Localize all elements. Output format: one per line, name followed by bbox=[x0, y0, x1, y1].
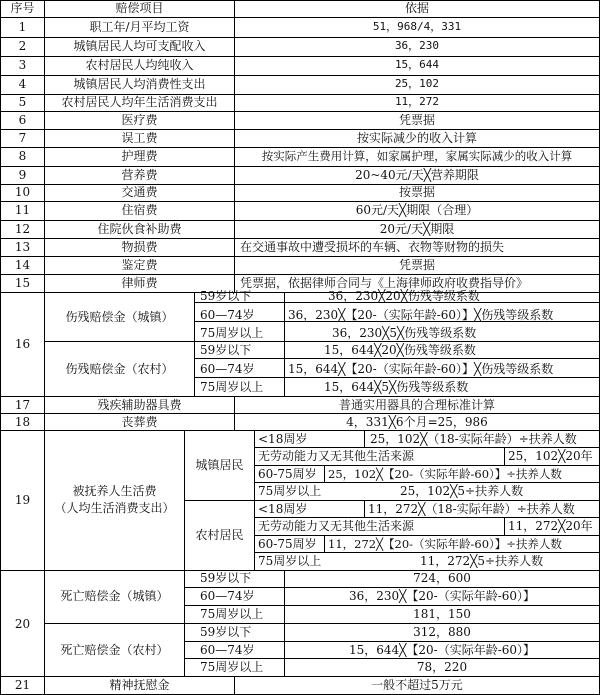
row-16-urban-age-3: 75周岁以上 bbox=[200, 326, 264, 340]
row-20-urban-age-3: 75周岁以上 bbox=[200, 607, 264, 621]
row-4-item: 城镇居民人均消费性支出 bbox=[73, 77, 206, 91]
row-20-urban-age-1: 59岁以下 bbox=[200, 571, 252, 585]
row-19-urban-formula-4: 25，102╳5÷扶养人数 bbox=[400, 484, 524, 498]
row-19-title: 被抚养人生活费 bbox=[72, 484, 157, 498]
row-3-seq: 3 bbox=[18, 58, 27, 72]
row-13-item: 物损费 bbox=[121, 240, 158, 254]
row-19-rural-cond-1: <18周岁 bbox=[258, 502, 308, 516]
row-20-rural-title: 死亡赔偿金（农村） bbox=[60, 643, 169, 657]
row-20-urban-value-1: 724，600 bbox=[413, 571, 471, 585]
row-3-basis: 15，644 bbox=[394, 58, 440, 71]
row-19-rural-cond-3: 60-75周岁 bbox=[258, 537, 317, 551]
row-19-rural-formula-3: 11，272╳【20-（实际年龄-60）】÷扶养人数 bbox=[328, 537, 562, 551]
row-20-seq: 20 bbox=[14, 617, 31, 631]
row-19-rural-formula-1: 11，272╳（18-实际年龄）÷扶养人数 bbox=[368, 502, 575, 516]
header-item: 赔偿项目 bbox=[115, 1, 164, 15]
row-7-seq: 7 bbox=[18, 131, 27, 145]
row-17-item: 残疾辅助器具费 bbox=[97, 398, 182, 412]
row-19-urban-cond-4: 75周岁以上 bbox=[258, 484, 322, 498]
row-20-rural-age-3: 75周岁以上 bbox=[200, 660, 264, 674]
row-20-rural-age-1: 59岁以下 bbox=[200, 625, 252, 639]
row-9-basis: 20~40元/天╳营养期限 bbox=[355, 168, 479, 182]
row-19-urban-cond-3: 60-75周岁 bbox=[258, 467, 317, 481]
row-16-seq: 16 bbox=[14, 337, 31, 351]
row-5-item: 农村居民人均年生活消费支出 bbox=[61, 95, 218, 109]
row-16-rural-age-2: 60—74岁 bbox=[200, 362, 255, 376]
row-18-basis: 4，331╳6个月=25，986 bbox=[346, 415, 488, 429]
row-16-rural-formula-1: 15，644╳20╳伤残等级系数 bbox=[324, 343, 476, 357]
row-14-item: 鉴定费 bbox=[121, 258, 158, 272]
header-seq: 序号 bbox=[10, 1, 35, 15]
row-19-rural-formula-4: 11，272╳5÷扶养人数 bbox=[420, 554, 544, 568]
row-16-rural-formula-2: 15，644╳【20-（实际年龄-60）】╳伤残等级系数 bbox=[288, 362, 554, 376]
row-7-item: 误工费 bbox=[121, 131, 158, 145]
row-16-urban-title: 伤残赔偿金（城镇） bbox=[65, 310, 174, 324]
header-basis: 依据 bbox=[404, 1, 429, 15]
row-2-basis: 36，230 bbox=[394, 39, 440, 52]
row-19-rural-cond-2: 无劳动能力又无其他生活来源 bbox=[258, 519, 415, 533]
row-17-seq: 17 bbox=[14, 398, 31, 412]
row-5-basis: 11，272 bbox=[394, 95, 440, 108]
row-19-urban-cond-1: <18周岁 bbox=[258, 432, 308, 446]
row-13-basis: 在交通事故中遭受损坏的车辆、衣物等财物的损失 bbox=[240, 240, 505, 254]
row-17-basis: 普通实用器具的合理标准计算 bbox=[338, 398, 495, 412]
row-20-rural-value-3: 78，220 bbox=[416, 660, 468, 674]
row-1-item: 职工年/月平均工资 bbox=[89, 20, 190, 34]
row-19-urban-formula-3: 25，102╳【20-（实际年龄-60）】÷扶养人数 bbox=[328, 467, 562, 481]
row-19-urban-formula-1: 25，102╳（18-实际年龄）÷扶养人数 bbox=[370, 432, 577, 446]
row-19-rural-cond-4: 75周岁以上 bbox=[258, 554, 322, 568]
row-2-seq: 2 bbox=[18, 39, 27, 53]
row-15-item: 律师费 bbox=[121, 276, 158, 290]
row-16-rural-age-3: 75周岁以上 bbox=[200, 380, 264, 394]
row-13-seq: 13 bbox=[14, 240, 31, 254]
row-20-rural-value-1: 312，880 bbox=[413, 625, 471, 639]
row-16-rural-age-1: 59岁以下 bbox=[200, 343, 252, 357]
row-16-rural-formula-3: 15，644╳5╳伤残等级系数 bbox=[324, 380, 469, 394]
row-12-seq: 12 bbox=[14, 222, 31, 236]
row-9-seq: 9 bbox=[18, 168, 27, 182]
row-11-seq: 11 bbox=[14, 203, 31, 217]
row-18-item: 丧葬费 bbox=[121, 415, 158, 429]
row-11-basis: 60元/天╳期限（合理） bbox=[355, 203, 479, 217]
row-3-item: 农村居民人均纯收入 bbox=[85, 58, 194, 72]
row-19-subtitle: （人均生活消费支出） bbox=[54, 501, 175, 515]
row-21-item: 精神抚慰金 bbox=[109, 678, 170, 692]
row-6-item: 医疗费 bbox=[121, 113, 158, 127]
row-19-urban-title: 城镇居民 bbox=[195, 458, 244, 472]
row-14-basis: 凭票据 bbox=[398, 258, 435, 272]
row-6-seq: 6 bbox=[18, 113, 27, 127]
row-16-urban-formula-2: 36，230╳【20-（实际年龄-60）】╳伤残等级系数 bbox=[288, 308, 554, 322]
row-10-basis: 按票据 bbox=[398, 185, 435, 199]
row-11-item: 住宿费 bbox=[121, 203, 158, 217]
row-16-urban-formula-1: 36，230╳20╳伤残等级系数 bbox=[328, 289, 480, 303]
row-16-rural-title: 伤残赔偿金（农村） bbox=[65, 362, 174, 376]
row-4-basis: 25，102 bbox=[394, 77, 440, 90]
row-20-urban-title: 死亡赔偿金（城镇） bbox=[60, 589, 169, 603]
row-16-urban-age-1: 59岁以下 bbox=[200, 289, 252, 303]
row-4-seq: 4 bbox=[18, 77, 27, 91]
row-21-basis: 一般不超过5万元 bbox=[371, 678, 463, 692]
row-12-basis: 20元/天╳期限 bbox=[379, 222, 455, 236]
row-1-basis: 51，968/4，331 bbox=[372, 20, 462, 33]
row-20-urban-age-2: 60—74岁 bbox=[200, 589, 255, 603]
row-20-urban-value-3: 181，150 bbox=[413, 607, 471, 621]
row-16-urban-formula-3: 36，230╳5╳伤残等级系数 bbox=[332, 326, 477, 340]
row-10-item: 交通费 bbox=[121, 185, 158, 199]
row-20-rural-value-2: 15，644╳【20-（实际年龄-60）】 bbox=[348, 643, 536, 657]
row-19-rural-title: 农村居民 bbox=[195, 528, 244, 542]
row-16-urban-age-2: 60—74岁 bbox=[200, 308, 255, 322]
row-8-item: 护理费 bbox=[121, 149, 158, 163]
row-15-seq: 15 bbox=[14, 276, 31, 290]
row-5-seq: 5 bbox=[18, 95, 27, 109]
row-8-basis: 按实际产生费用计算，如家属护理，家属实际减少的收入计算 bbox=[261, 149, 573, 163]
row-20-rural-age-2: 60—74岁 bbox=[200, 643, 255, 657]
row-1-seq: 1 bbox=[18, 20, 27, 34]
row-21-seq: 21 bbox=[14, 678, 31, 692]
row-19-urban-cond-2: 无劳动能力又无其他生活来源 bbox=[258, 449, 415, 463]
row-19-rural-formula-2: 11，272╳20年 bbox=[508, 519, 593, 533]
row-8-seq: 8 bbox=[18, 149, 27, 163]
row-7-basis: 按实际减少的收入计算 bbox=[356, 131, 477, 145]
row-18-seq: 18 bbox=[14, 415, 31, 429]
row-20-urban-value-2: 36，230╳【20-（实际年龄-60）】 bbox=[348, 589, 536, 603]
row-2-item: 城镇居民人均可支配收入 bbox=[73, 39, 206, 53]
row-19-seq: 19 bbox=[14, 493, 31, 507]
row-10-seq: 10 bbox=[14, 185, 31, 199]
row-15-basis: 凭票据，依据律师合同与《上海律师政府收费指导价》 bbox=[240, 276, 529, 290]
row-19-urban-formula-2: 25，102╳20年 bbox=[508, 449, 593, 463]
row-14-seq: 14 bbox=[14, 258, 31, 272]
row-9-item: 营养费 bbox=[121, 168, 158, 182]
row-6-basis: 凭票据 bbox=[398, 113, 435, 127]
row-12-item: 住院伙食补助费 bbox=[97, 222, 182, 236]
